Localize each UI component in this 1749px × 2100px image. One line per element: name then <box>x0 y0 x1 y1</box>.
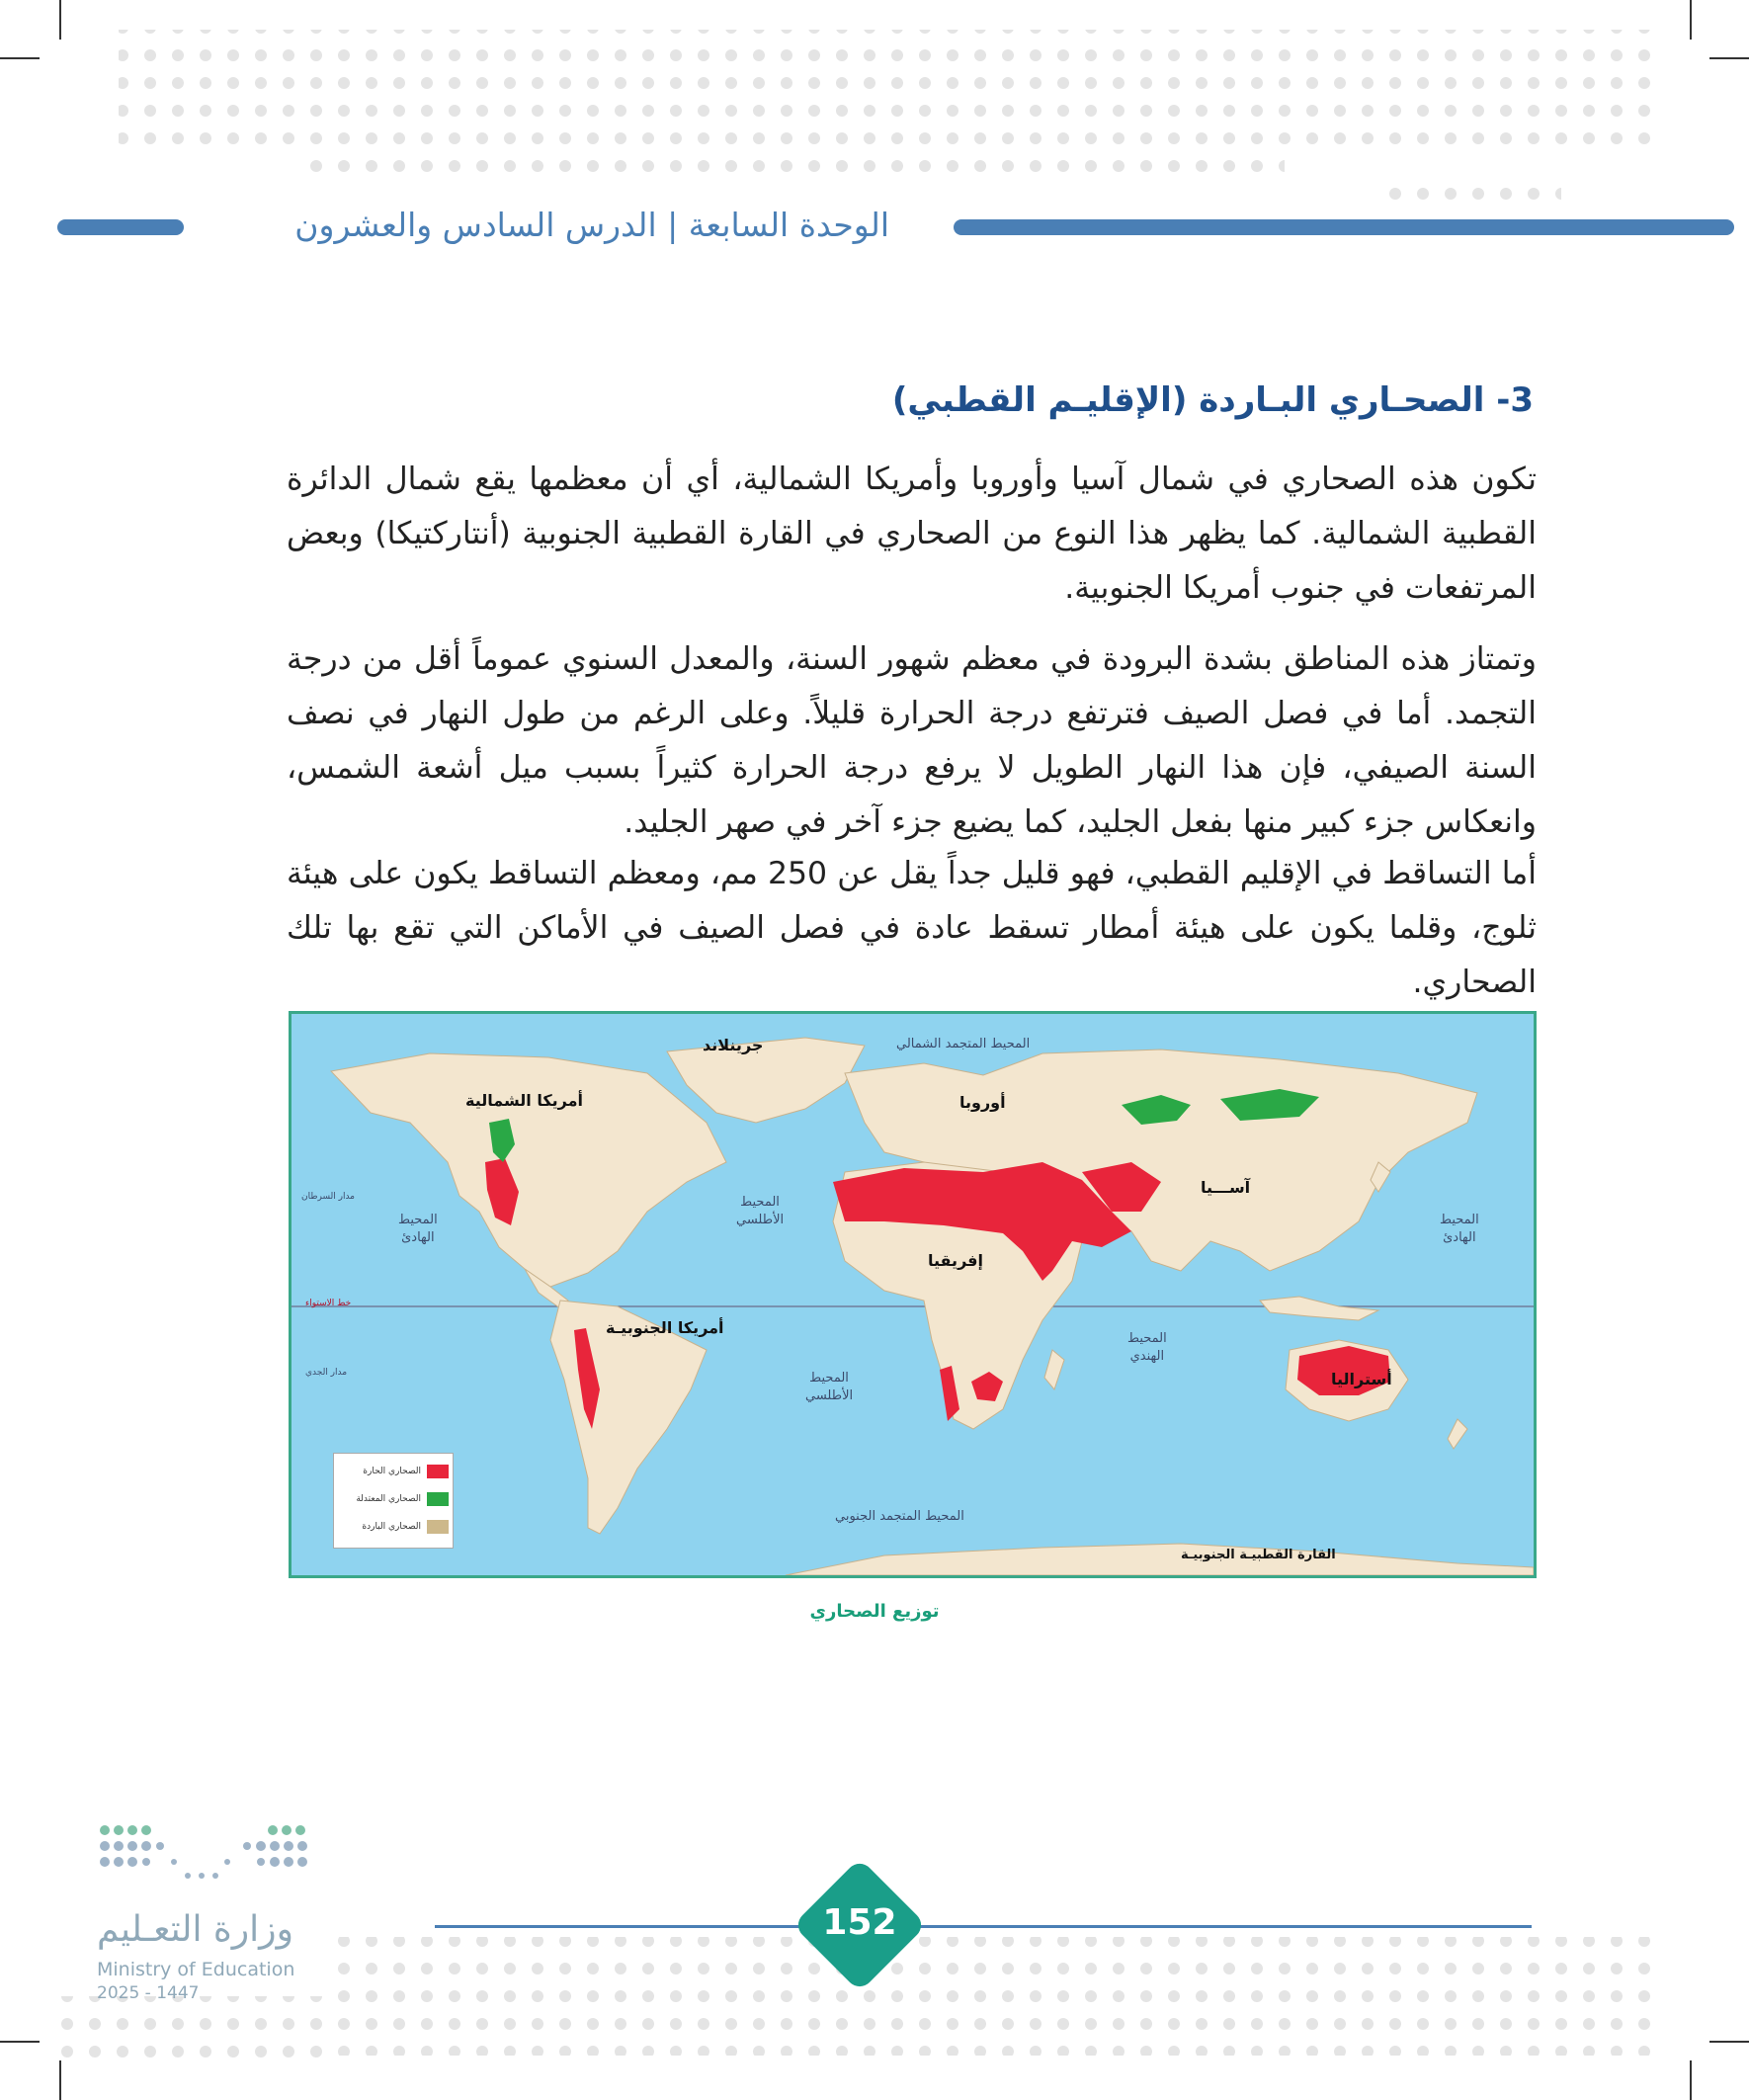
legend-label: الصحاري الباردة <box>362 1522 421 1532</box>
unit-lesson-header: الوحدة السابعة | الدرس السادس والعشرون <box>294 206 889 244</box>
ocean-name: الهادئ <box>401 1230 435 1245</box>
map-caption: توزيع الصحاري <box>809 1601 940 1622</box>
crop-mark <box>0 2041 40 2043</box>
ocean-word: المحيط <box>809 1371 849 1386</box>
paragraph-2: وتمتاز هذه المناطق بشدة البرودة في معظم شهور السنة، والمعدل السنوي عموماً أقل من درجة التجمد. أما في فصل الصيف فترتفع درجة الحرارة قليلاً. وعلى الرغم من طول النهار في نصف السنة الصيفي، فإن هذا النهار الطويل لا يرفع درجة الحرارة كثيراً بسبب ميل أشعة الشمس، وانعكاس جزء كبير منها بفعل الجليد، كما يضيع جزء آخر في صهر الجليد. <box>287 641 1537 840</box>
map-label-greenland: جرينلاند <box>703 1036 764 1054</box>
map-label-australia: أستراليا <box>1331 1370 1392 1388</box>
legend-label: الصحاري الحارة <box>363 1467 421 1476</box>
ocean-word: المحيط <box>740 1195 780 1210</box>
ocean-word: المحيط <box>1127 1331 1167 1346</box>
legend-label: الصحاري المعتدلة <box>356 1494 421 1504</box>
map-label-antarctica: القارة القطبيـة الجنوبيـة <box>1181 1548 1336 1562</box>
ocean-name: الأطلسي <box>805 1388 854 1403</box>
map-label-atlantic-south <box>805 1370 853 1405</box>
map-label-europe: أوروبا <box>959 1093 1006 1112</box>
map-label-pacific-west <box>398 1212 438 1247</box>
map-label-equator: خط الاستواء <box>305 1299 352 1308</box>
ocean-name: الهندي <box>1129 1349 1165 1364</box>
map-label-asia: آســـيا <box>1201 1178 1251 1197</box>
header-accent-bar <box>954 219 1734 235</box>
legend-swatch-cold <box>427 1520 449 1534</box>
ocean-name: الأطلسي <box>736 1213 785 1227</box>
map-label-arctic-ocean: المحيط المتجمد الشمالي <box>896 1037 1031 1051</box>
legend-item-hot <box>340 1462 449 1481</box>
map-label-tropic-capricorn: مدار الجدي <box>305 1368 348 1378</box>
paragraph-1: تكون هذه الصحاري في شمال آسيا وأوروبا وأمريكا الشمالية، أي أن معظمها يقع شمال الدائرة القطبية الشمالية. كما يظهر هذا النوع من الصحاري في القارة القطبية الجنوبية (أنتاركتيكا) وبعض المرتفعات في جنوب أمريكا الجنوبية. <box>287 462 1537 606</box>
ocean-name: الهادئ <box>1443 1230 1476 1245</box>
legend-swatch-hot <box>427 1465 449 1478</box>
ministry-name-english: Ministry of Education <box>97 1959 295 1980</box>
ministry-name-arabic: وزارة التعـليم <box>97 1909 293 1950</box>
ministry-logo-mark <box>99 1824 316 1893</box>
footer-line <box>435 1925 1532 1928</box>
ocean-word: المحيط <box>1440 1213 1479 1227</box>
desert-distribution-map <box>289 1011 1537 1578</box>
section-title: 3- الصحـاري البـاردة (الإقليـم القطبي) <box>891 380 1534 420</box>
dot-pattern-top <box>59 20 1739 227</box>
legend-item-cold <box>340 1517 449 1537</box>
legend-swatch-temperate <box>427 1492 449 1506</box>
map-label-southern-ocean: المحيط المتجمد الجنوبي <box>835 1509 964 1524</box>
header-accent-bar <box>57 219 184 235</box>
legend-item-temperate <box>340 1489 449 1509</box>
map-label-indian-ocean <box>1127 1330 1167 1366</box>
edition-year: 2025 - 1447 <box>97 1983 200 2003</box>
map-label-atlantic-north <box>736 1194 784 1229</box>
map-label-north-america: أمريكا الشمالية <box>465 1091 583 1110</box>
map-label-africa: إفريقيا <box>928 1251 983 1270</box>
map-label-pacific-east <box>1440 1212 1479 1247</box>
map-legend <box>333 1453 454 1549</box>
map-label-tropic-cancer: مدار السرطان <box>301 1192 356 1202</box>
page-number: 152 <box>822 1902 897 1943</box>
ocean-word: المحيط <box>398 1213 438 1227</box>
paragraph-3: أما التساقط في الإقليم القطبي، فهو قليل جداً يقل عن 250 مم، ومعظم التساقط يكون على هيئة ثلوج، وقلما يكون على هيئة أمطار تسقط عادة في فصل الصيف في الأماكن التي تقع بها تلك الصحاري. <box>287 856 1537 1000</box>
map-label-south-america: أمريكا الجنوبيـة <box>606 1318 724 1337</box>
crop-mark <box>0 57 40 59</box>
